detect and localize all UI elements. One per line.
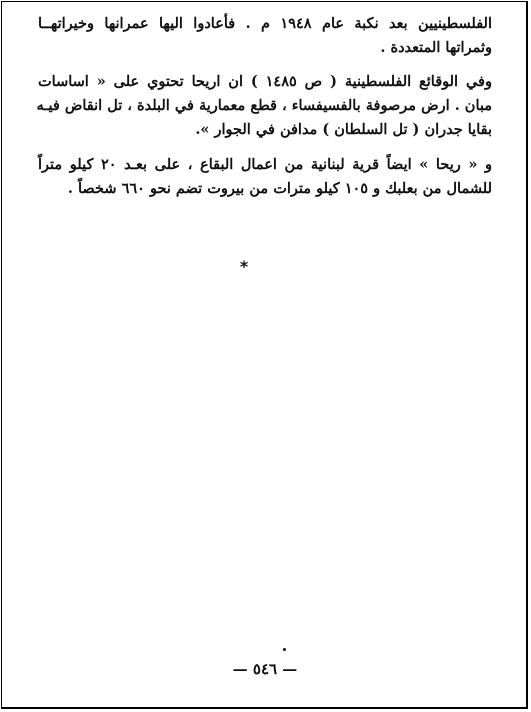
paragraph-line: وثمراتها المتعددة . — [380, 39, 492, 56]
paragraph-line: بقايا جدران ( تل السلطان ) مدافن في الجوار ». — [195, 121, 492, 138]
page-number: — ٥٤٦ — — [232, 660, 298, 678]
paragraph-line: وفي الوقائع الفلسطينية ( ص ١٤٨٥ ) ان اريحا تحتوي على « اساسات — [38, 73, 492, 90]
paragraph-line: و « ريحا » ايضاً قرية لبنانية من اعمال البقاع ، على بعـد ٢٠ كيلو متراً — [38, 156, 493, 173]
paragraph-2 — [38, 70, 492, 142]
ink-dot — [283, 648, 286, 651]
paragraph-line: مبان . ارض مرصوفة بالفسيفساء ، قطع معمارية في البلدة ، تل انقاض فيـه — [36, 97, 492, 114]
paragraph-1 — [38, 12, 492, 60]
paragraph-line: للشمال من بعلبك و ١٠٥ كيلو مترات من بيروت تضم نحو ٦٦٠ شخصاً . — [67, 180, 492, 197]
paragraph-3 — [38, 153, 492, 201]
section-separator-star: * — [239, 257, 249, 276]
paragraph-line: الفلسطينيين بعد نكبة عام ١٩٤٨ م . فأعادوا اليها عمرانها وخيراتهــا — [38, 15, 492, 32]
